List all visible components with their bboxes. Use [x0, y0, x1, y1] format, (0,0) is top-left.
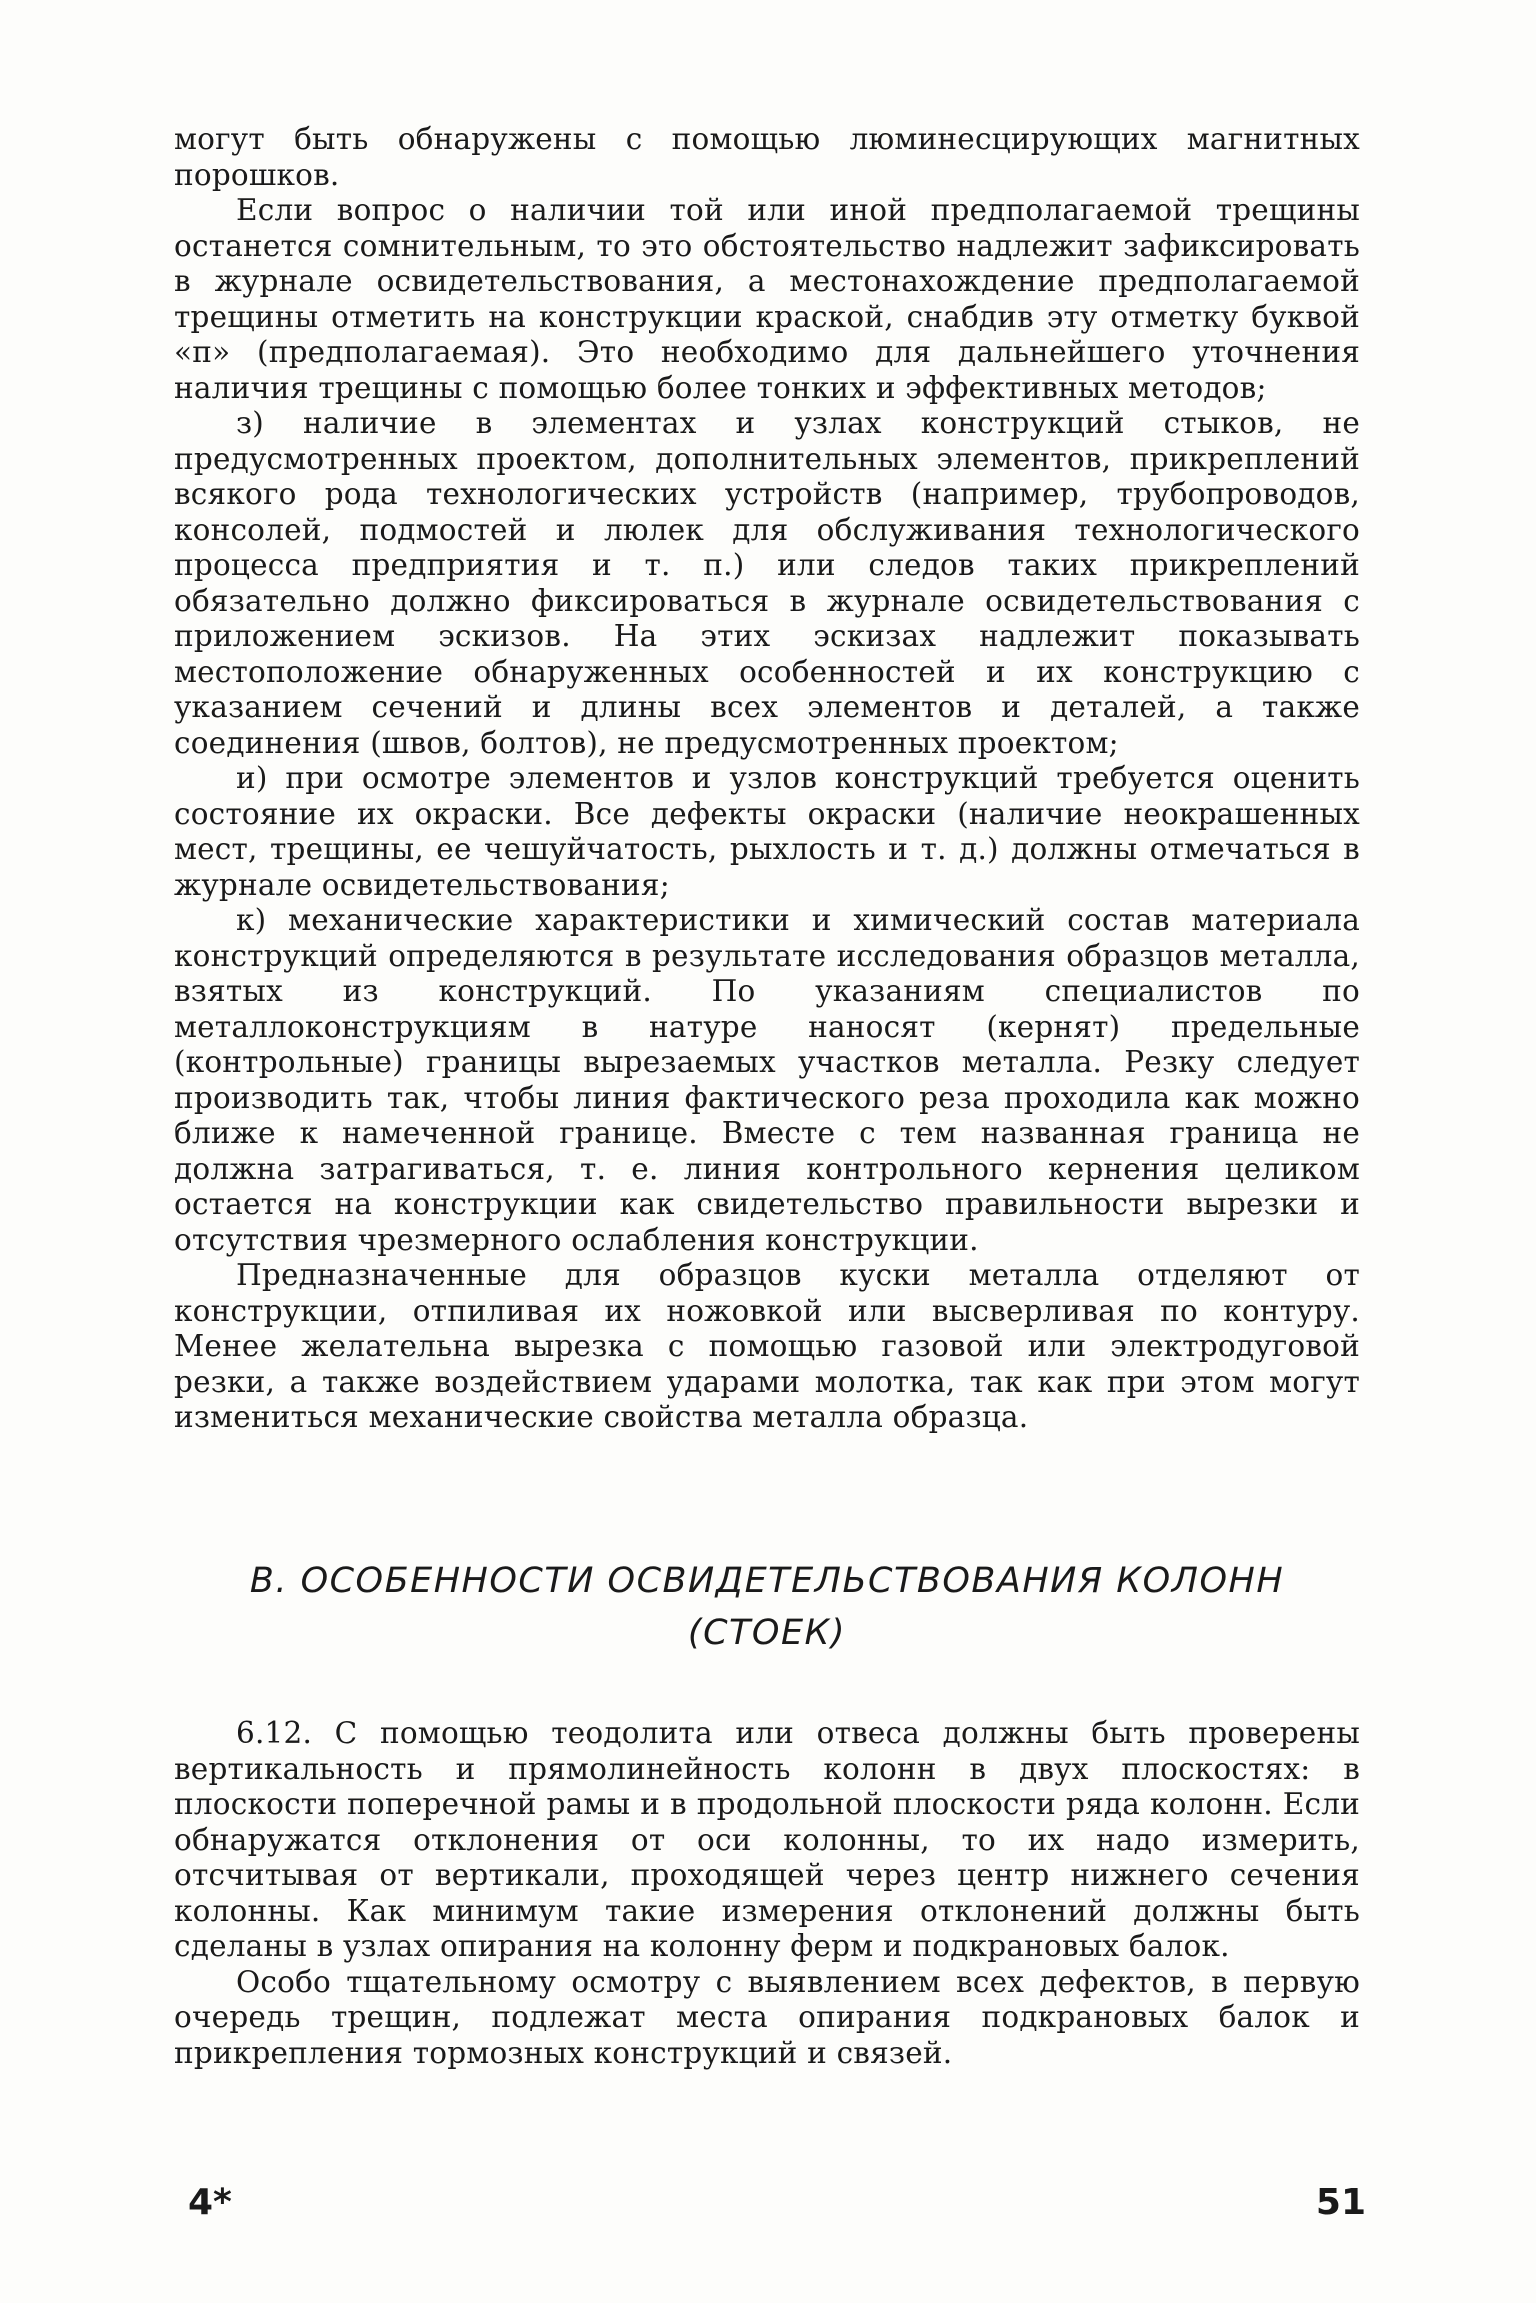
paragraph-item-z: з) наличие в элементах и узлах конструкций стыков, не предусмотренных проектом, дополнительных элементов, прикреплений всякого рода технологических устройств (например, трубопроводов, консолей, подмостей и люлек для обслуживания технологического процесса предприятия и т. п.) или следов таких прикреплений обязательно должно фиксироваться в журнале освидетельствования с приложением эскизов. На этих эскизах надлежит показывать местоположение обнаруженных особенностей и их конструкцию с указанием сечений и длины всех элементов и деталей, а также соединения (швов, болтов), не предусмотренных проектом;: [174, 406, 1360, 760]
section-heading: [174, 1555, 1360, 1659]
top-text-block: [174, 122, 1360, 1436]
paragraph-continuation: могут быть обнаружены с помощью люминесцирующих магнитных порошков.: [174, 122, 1360, 192]
paragraph-sample-cutting: Предназначенные для образцов куски металла отделяют от конструкции, отпиливая их ножовкой или высверливая по контуру. Менее желательна вырезка с помощью газовой или электродуговой резки, а также воздействием ударами молотка, так как при этом могут измениться механические свойства металла образца.: [174, 1258, 1360, 1434]
section-heading-line-1: В. ОСОБЕННОСТИ ОСВИДЕТЕЛЬСТВОВАНИЯ КОЛОНН: [249, 1561, 1285, 1601]
section-heading-line-2: (СТОЕК): [687, 1613, 847, 1653]
paragraph-inspection: Особо тщательному осмотру с выявлением всех дефектов, в первую очередь трещин, подлежат места опирания подкрановых балок и прикрепления тормозных конструкций и связей.: [174, 1964, 1360, 2070]
bottom-text-block: [174, 1716, 1360, 2071]
page-number: 51: [1315, 2182, 1366, 2223]
paragraph-crack-doubt: Если вопрос о наличии той или иной предполагаемой трещины останется сомнительным, то это обстоятельство надлежит зафиксировать в журнале освидетельствования, а местонахождение предполагаемой трещины отметить на конструкции краской, снабдив эту отметку буквой «п» (предполагаемая). Это необходимо для дальнейшего уточнения наличия трещины с помощью более тонких и эффективных методов;: [174, 193, 1360, 405]
paragraph-6-12: 6.12. С помощью теодолита или отвеса должны быть проверены вертикальность и прямолинейность колонн в двух плоскостях: в плоскости поперечной рамы и в продольной плоскости ряда колонн. Если обнаружатся отклонения от оси колонны, то их надо измерить, отсчитывая от вертикали, проходящей через центр нижнего сечения колонны. Как минимум такие измерения отклонений должны быть сделаны в узлах опирания на колонну ферм и подкрановых балок.: [174, 1716, 1360, 1963]
signature-mark: 4*: [188, 2182, 232, 2223]
paragraph-item-k: к) механические характеристики и химический состав материала конструкций определяются в результате исследования образцов металла, взятых из конструкций. По указаниям специалистов по металлоконструкциям в натуре наносят (кернят) предельные (контрольные) границы вырезаемых участков металла. Резку следует производить так, чтобы линия фактического реза проходила как можно ближе к намеченной границе. Вместе с тем названная граница не должна затрагиваться, т. е. линия контрольного кернения целиком остается на конструкции как свидетельство правильности вырезки и отсутствия чрезмерного ослабления конструкции.: [174, 903, 1360, 1257]
paragraph-item-i: и) при осмотре элементов и узлов конструкций требуется оценить состояние их окраски. Все дефекты окраски (наличие неокрашенных мест, трещины, ее чешуйчатость, рыхлость и т. д.) должны отмечаться в журнале освидетельствования;: [174, 761, 1360, 902]
